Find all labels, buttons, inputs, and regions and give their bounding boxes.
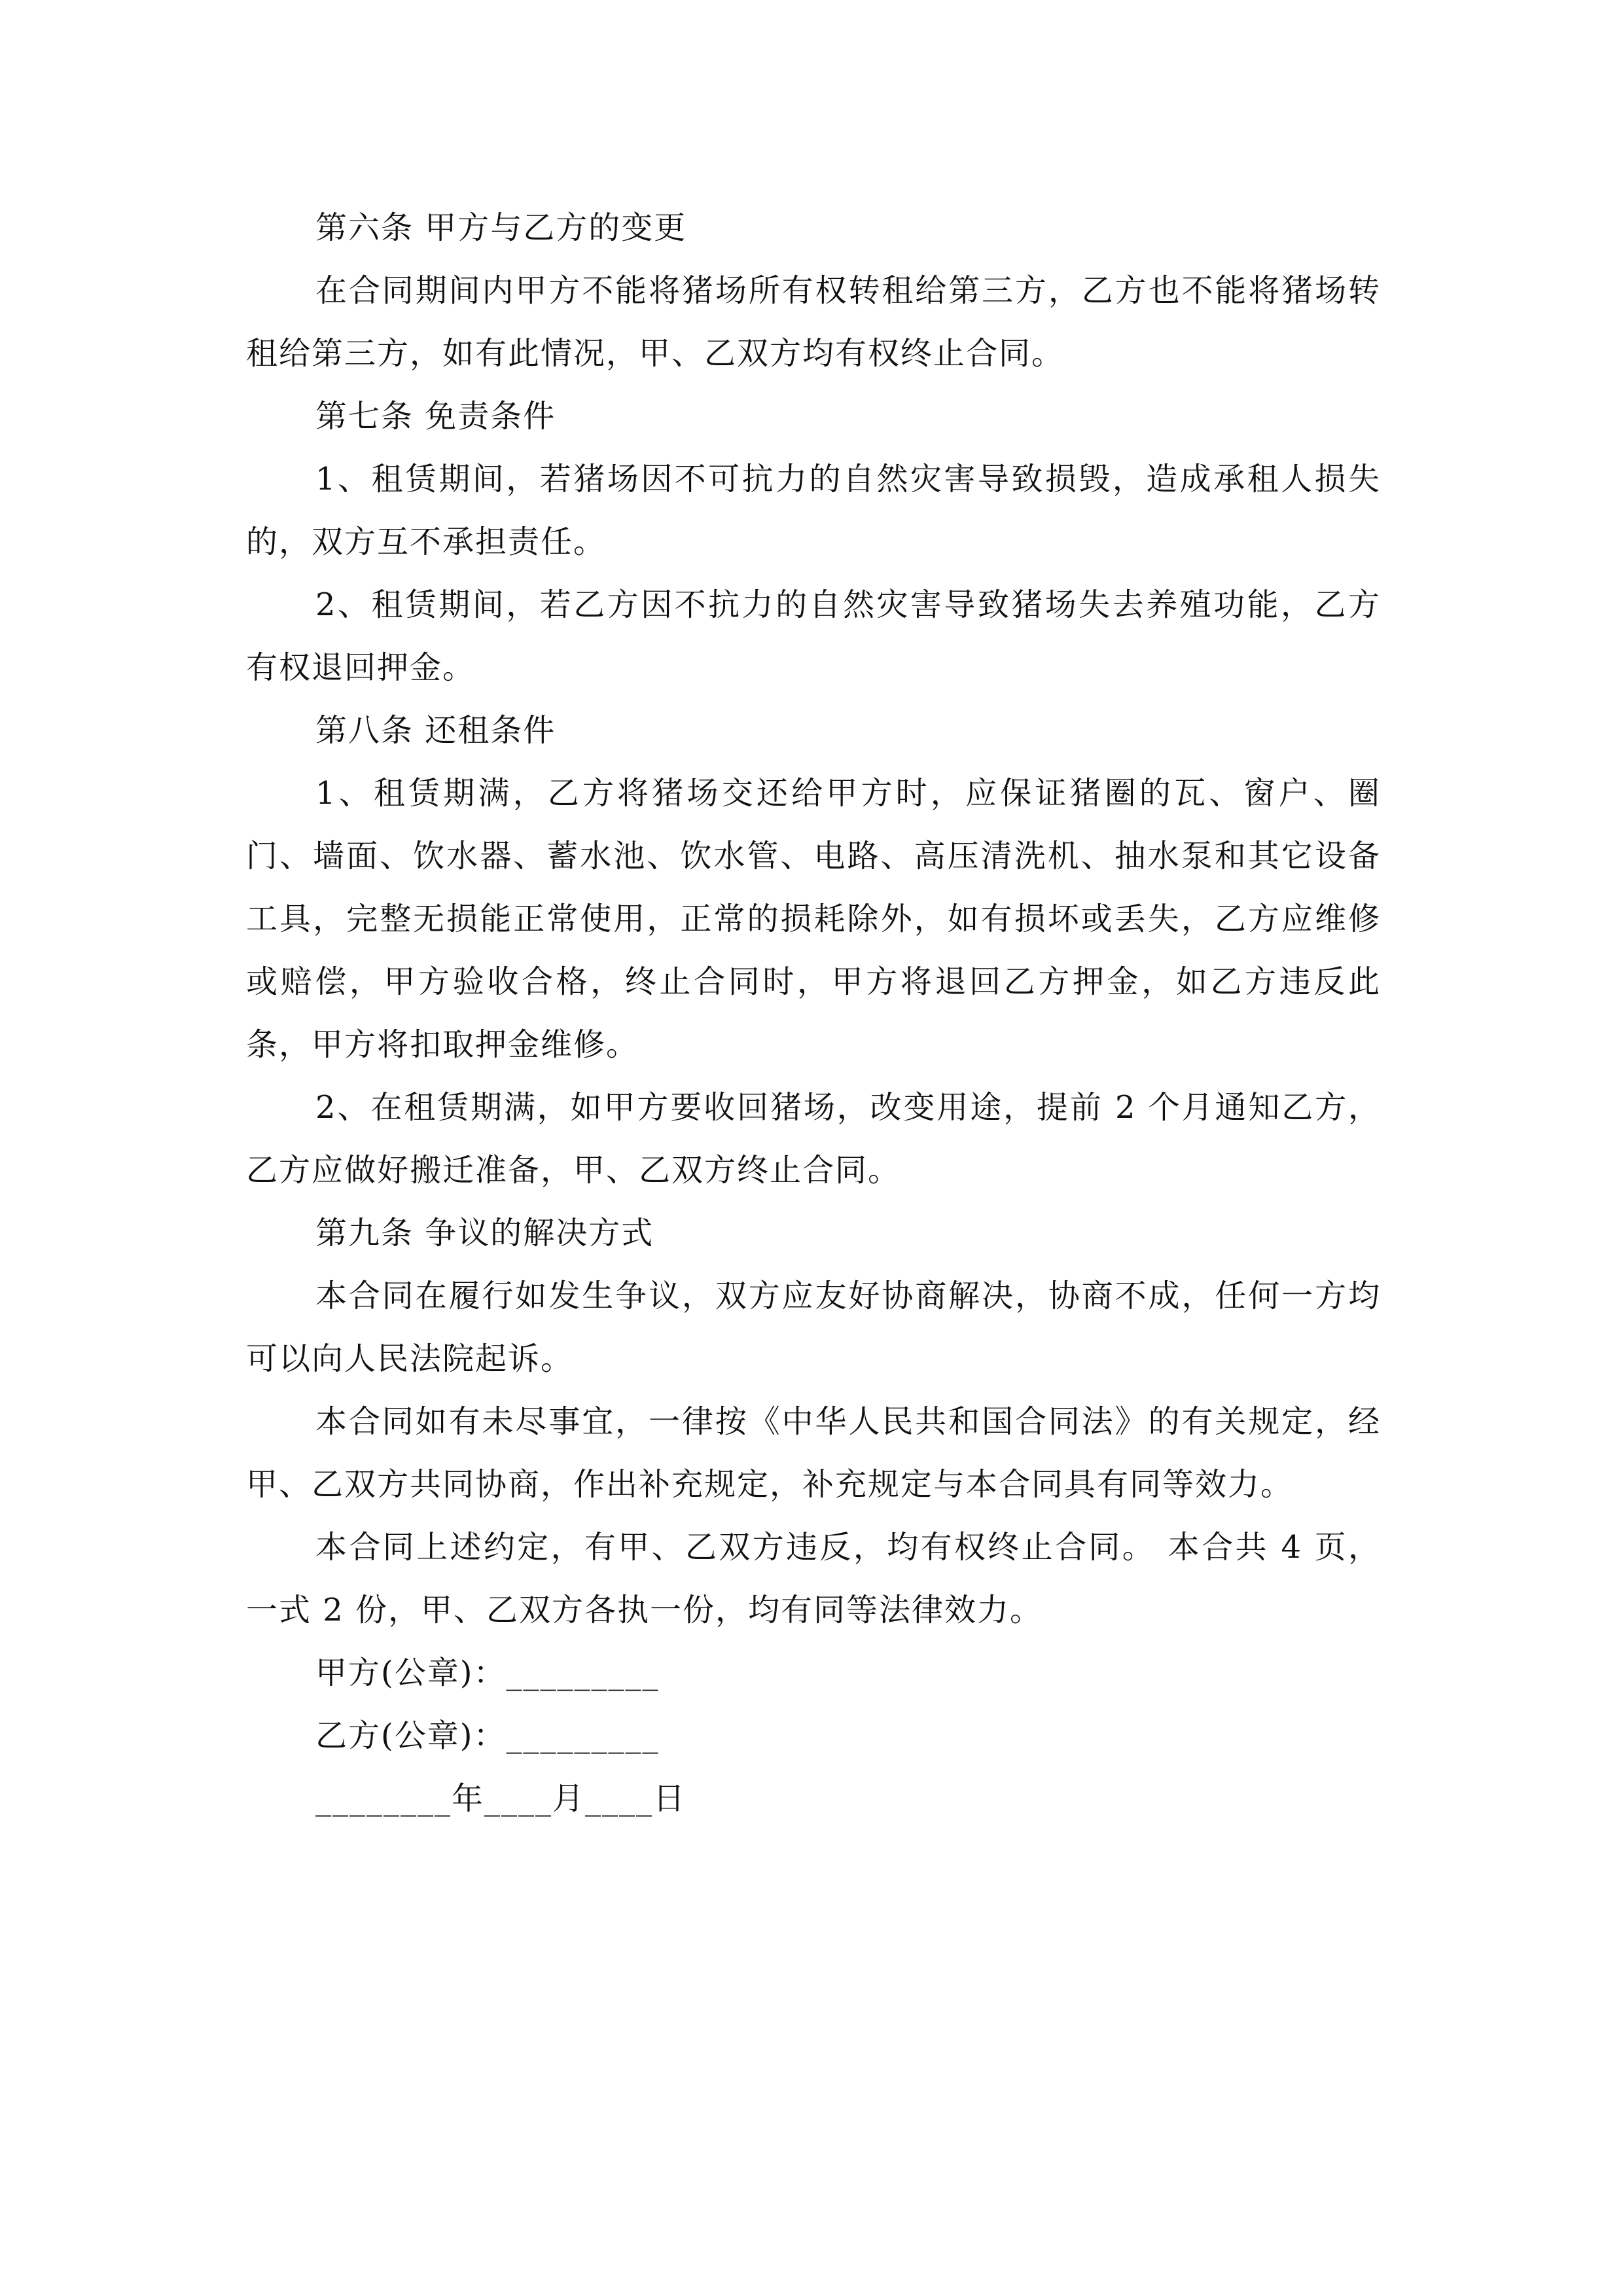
closing-paragraph: 本合同上述约定，有甲、乙双方违反，均有权终止合同。 本合共 4 页，一式 2 份，甲、乙双方各执一份，均有同等法律效力。 <box>246 1529 1381 1628</box>
party-a-signature-line: 甲方(公章)：_________ <box>315 1655 660 1691</box>
article-9-paragraph: 本合同在履行如发生争议，双方应友好协商解决，协商不成，任何一方均可以向人民法院起诉。 <box>246 1278 1381 1377</box>
article-8-item-2: 2、在租赁期满，如甲方要收回猪场，改变用途，提前 2 个月通知乙方，乙方应做好搬迁准备，甲、乙双方终止合同。 <box>246 1089 1381 1189</box>
article-8-item-1: 1、租赁期满，乙方将猪场交还给甲方时，应保证猪圈的瓦、窗户、圈门、墙面、饮水器、蓄水池、饮水管、电路、高压清洗机、抽水泵和其它设备工具，完整无损能正常使用，正常的损耗除外，如有损坏或丢失，乙方应维修或赔偿，甲方验收合格，终止合同时，甲方将退回乙方押金，如乙方违反此条，甲方将扣取押金维修。 <box>246 775 1381 1063</box>
article-7-item-1: 1、租赁期间，若猪场因不可抗力的自然灾害导致损毁，造成承租人损失的，双方互不承担责任。 <box>246 461 1381 560</box>
article-8-heading: 第八条 还租条件 <box>315 712 556 749</box>
article-7-item-2: 2、租赁期间，若乙方因不抗力的自然灾害导致猪场失去养殖功能，乙方有权退回押金。 <box>246 586 1381 686</box>
document-body <box>246 196 1381 1830</box>
article-6-paragraph: 在合同期间内甲方不能将猪场所有权转租给第三方，乙方也不能将猪场转租给第三方，如有此情况，甲、乙双方均有权终止合同。 <box>246 272 1381 372</box>
party-b-signature-line: 乙方(公章)：_________ <box>315 1717 660 1754</box>
supplementary-paragraph: 本合同如有未尽事宜，一律按《中华人民共和国合同法》的有关规定，经甲、乙双方共同协商，作出补充规定，补充规定与本合同具有同等效力。 <box>246 1403 1381 1503</box>
date-line: ________年____月____日 <box>315 1780 687 1817</box>
article-7-heading: 第七条 免责条件 <box>315 398 556 435</box>
article-9-heading: 第九条 争议的解决方式 <box>315 1215 654 1251</box>
article-6-heading: 第六条 甲方与乙方的变更 <box>315 209 687 246</box>
